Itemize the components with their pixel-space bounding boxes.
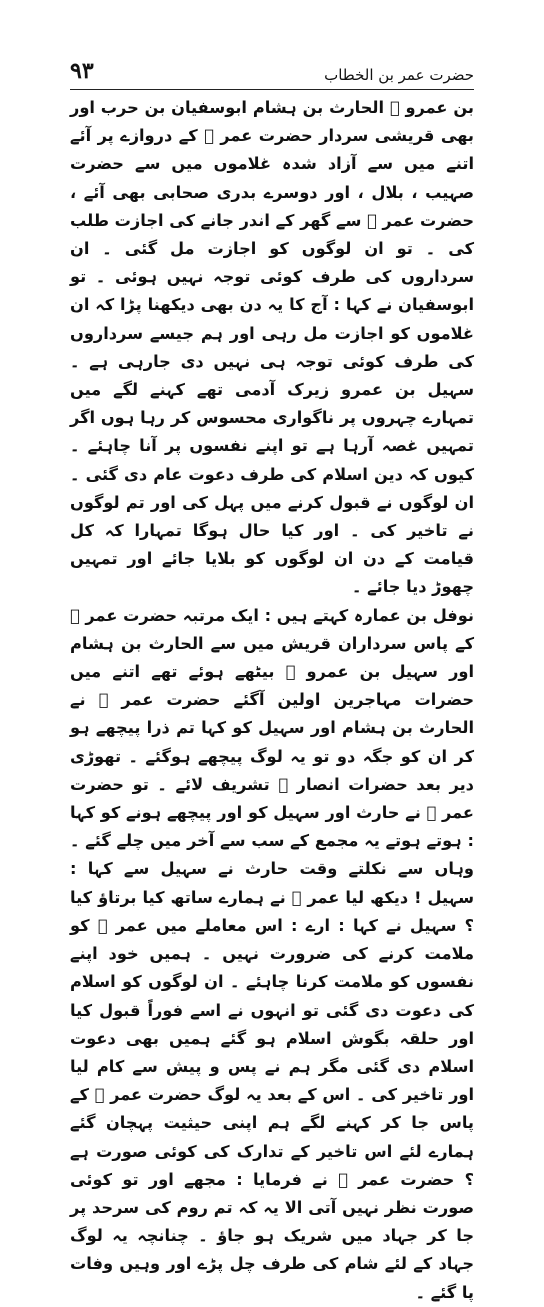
page-number: ٩٣ xyxy=(70,58,94,84)
header-rule xyxy=(70,89,474,90)
paragraph-2: نوفل بن عمارہ کہتے ہیں : ایک مرتبہ حضرت عمر ﷜ کے پاس سرداران قریش میں سے الحارث بن ہشام اور سہیل بن عمرو ﷜ بیٹھے ہوئے تھے اتنے میں حضرات مہاجرین اولین آگئے حضرت عمر ﷜ نے الحارث بن ہشام اور سہیل کو کہا تم ذرا پیچھے ہو کر ان کو جگہ دو تو یہ لوگ پیچھے ہوگئے ۔ تھوڑی دیر بعد حضرات انصار ﷜ تشریف لائے ۔ تو حضرت عمر ﷜ نے حارث اور سہیل کو اور پیچھے ہونے کو کہا : ہوتے ہوتے یہ مجمع کے سب سے آخر میں چلے گئے ۔ وہاں سے نکلتے وقت حارث نے سہیل سے کہا : سہیل ! دیکھ لیا عمر ﷜ نے ہمارے ساتھ کیا برتاؤ کیا ؟ سہیل نے کہا : ارے : اس معاملے میں عمر ﷜ کو ملامت کرنے کی ضرورت نہیں ۔ ہمیں خود اپنے نفسوں کو ملامت کرنا چاہئے ۔ ان لوگوں کو اسلام کی دعوت دی گئی تو انہوں نے اسے فوراً قبول کیا اور حلقہ بگوش اسلام ہو گئے ہمیں بھی دعوت اسلام دی گئی مگر ہم نے پس و پیش سے کام لیا اور تاخیر کی ۔ اس کے بعد یہ لوگ حضرت عمر ﷜ کے پاس جا کر کہنے لگے ہم اپنی حیثیت پہچان گئے ہمارے لئے اس تاخیر کے تدارک کی کوئی صورت ہے ؟ حضرت عمر ﷜ نے فرمایا : مجھے اور تو کوئی صورت نظر نہیں آتی الا یہ کہ تم روم کی سرحد پر جا کر جہاد میں شریک ہو جاؤ ۔ چنانچہ یہ لوگ جہاد کے لئے شام کی طرف چل پڑے اور وہیں وفات پا گئے ۔ xyxy=(70,605,474,1302)
page-header xyxy=(70,52,474,88)
body-text xyxy=(70,94,474,1302)
running-title: حضرت عمر بن الخطاب xyxy=(324,66,474,84)
paragraph-1: بن عمرو ﷜ الحارث بن ہشام ابوسفیان بن حرب اور بھی قریشی سردار حضرت عمر ﷜ کے دروازے پر آئے اتنے میں سے آزاد شدہ غلاموں میں سے حضرت صہیب ، بلال ، اور دوسرے بدری صحابی بھی آئے ، حضرت عمر ﷜ سے گھر کے اندر جانے کی اجازت طلب کی ۔ تو ان لوگوں کو اجازت مل گئی ۔ ان سرداروں کی طرف کوئی توجہ نہیں ہوئی ۔ تو ابوسفیان نے کہا : آج کا یہ دن بھی دیکھنا پڑا کہ ان غلاموں کو اجازت مل رہی اور ہم جیسے سرداروں کی طرف کوئی توجہ ہی نہیں دی جارہی ہے ۔ سہیل بن عمرو زیرک آدمی تھے کہنے لگے میں تمہارے چہروں پر ناگواری محسوس کر رہا ہوں اگر تمہیں غصہ آرہا ہے تو اپنے نفسوں پر آنا چاہئے ۔ کیوں کہ دین اسلام کی طرف دعوت عام دی گئی ۔ ان لوگوں نے قبول کرنے میں پہل کی اور تم لوگوں نے تاخیر کی ۔ اور کیا حال ہوگا تمہارا کہ کل قیامت کے دن ان لوگوں کو بلایا جائے اور تمہیں چھوڑ دیا جائے ۔ xyxy=(70,98,474,597)
